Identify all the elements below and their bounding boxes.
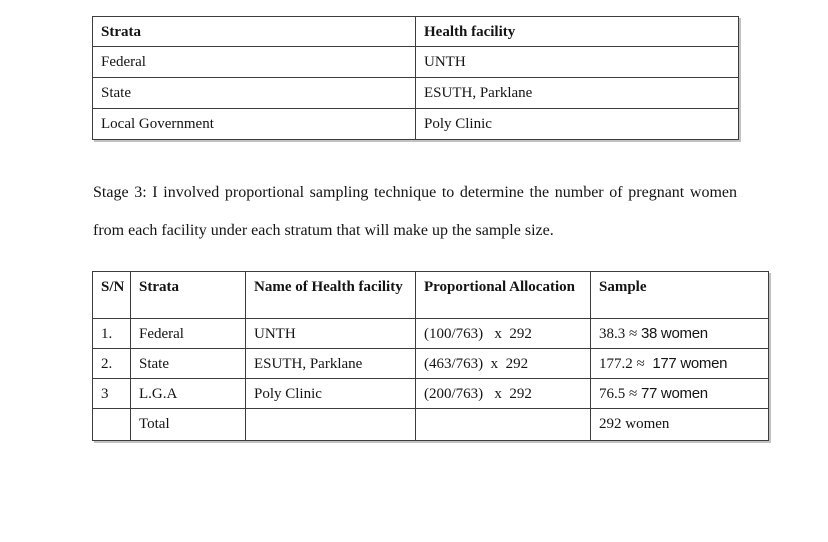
sample-value-serif: 38.3 ≈ — [599, 326, 641, 342]
sample-value-serif: 177.2 ≈ — [599, 356, 649, 372]
header-health-facility: Health facility — [416, 17, 739, 47]
cell-allocation: (200/763) x 292 — [416, 379, 591, 409]
cell-total-label: Total — [131, 409, 246, 441]
paragraph-line: from each facility under each stratum that will make up the sample size. — [93, 222, 554, 239]
table-row — [93, 109, 739, 140]
cell-allocation-empty — [416, 409, 591, 441]
sample-value-serif: 76.5 ≈ — [599, 386, 641, 402]
cell-total-sample: 292 women — [591, 409, 769, 441]
cell-facility: ESUTH, Parklane — [416, 78, 739, 109]
cell-sample — [591, 319, 769, 349]
cell-sn: 2. — [93, 349, 131, 379]
strata-facility-table — [92, 16, 739, 140]
header-proportional-allocation: Proportional Allocation — [416, 272, 591, 319]
cell-facility: ESUTH, Parklane — [246, 349, 416, 379]
proportional-allocation-table — [92, 271, 769, 441]
cell-allocation: (100/763) x 292 — [416, 319, 591, 349]
table-row — [93, 379, 769, 409]
table-total-row — [93, 409, 769, 441]
cell-strata: L.G.A — [131, 379, 246, 409]
table-row — [93, 78, 739, 109]
sample-value-sans: 77 women — [640, 385, 708, 402]
paragraph-line: Stage 3: I involved proportional sampling technique to determine the number of pregnant women — [93, 184, 737, 201]
cell-sample — [591, 379, 769, 409]
cell-facility: Poly Clinic — [416, 109, 739, 140]
cell-sn: 1. — [93, 319, 131, 349]
cell-strata: State — [131, 349, 246, 379]
cell-facility: UNTH — [246, 319, 416, 349]
header-facility-name: Name of Health facility — [246, 272, 416, 319]
header-strata: Strata — [93, 17, 416, 47]
cell-allocation: (463/763) x 292 — [416, 349, 591, 379]
cell-sn: 3 — [93, 379, 131, 409]
cell-facility: UNTH — [416, 47, 739, 78]
cell-strata: Federal — [131, 319, 246, 349]
table-header-row — [93, 272, 769, 319]
stage3-paragraph — [93, 174, 737, 250]
header-sample: Sample — [591, 272, 769, 319]
header-strata: Strata — [131, 272, 246, 319]
sample-value-sans: 177 women — [648, 355, 728, 372]
cell-strata: Local Government — [93, 109, 416, 140]
cell-strata: State — [93, 78, 416, 109]
cell-facility: Poly Clinic — [246, 379, 416, 409]
table-row — [93, 319, 769, 349]
table-row — [93, 47, 739, 78]
cell-facility-empty — [246, 409, 416, 441]
sample-value-sans: 38 women — [640, 325, 708, 342]
table-row — [93, 349, 769, 379]
table-header-row — [93, 17, 739, 47]
cell-sn-empty — [93, 409, 131, 441]
cell-strata: Federal — [93, 47, 416, 78]
header-sn: S/N — [93, 272, 131, 319]
cell-sample — [591, 349, 769, 379]
